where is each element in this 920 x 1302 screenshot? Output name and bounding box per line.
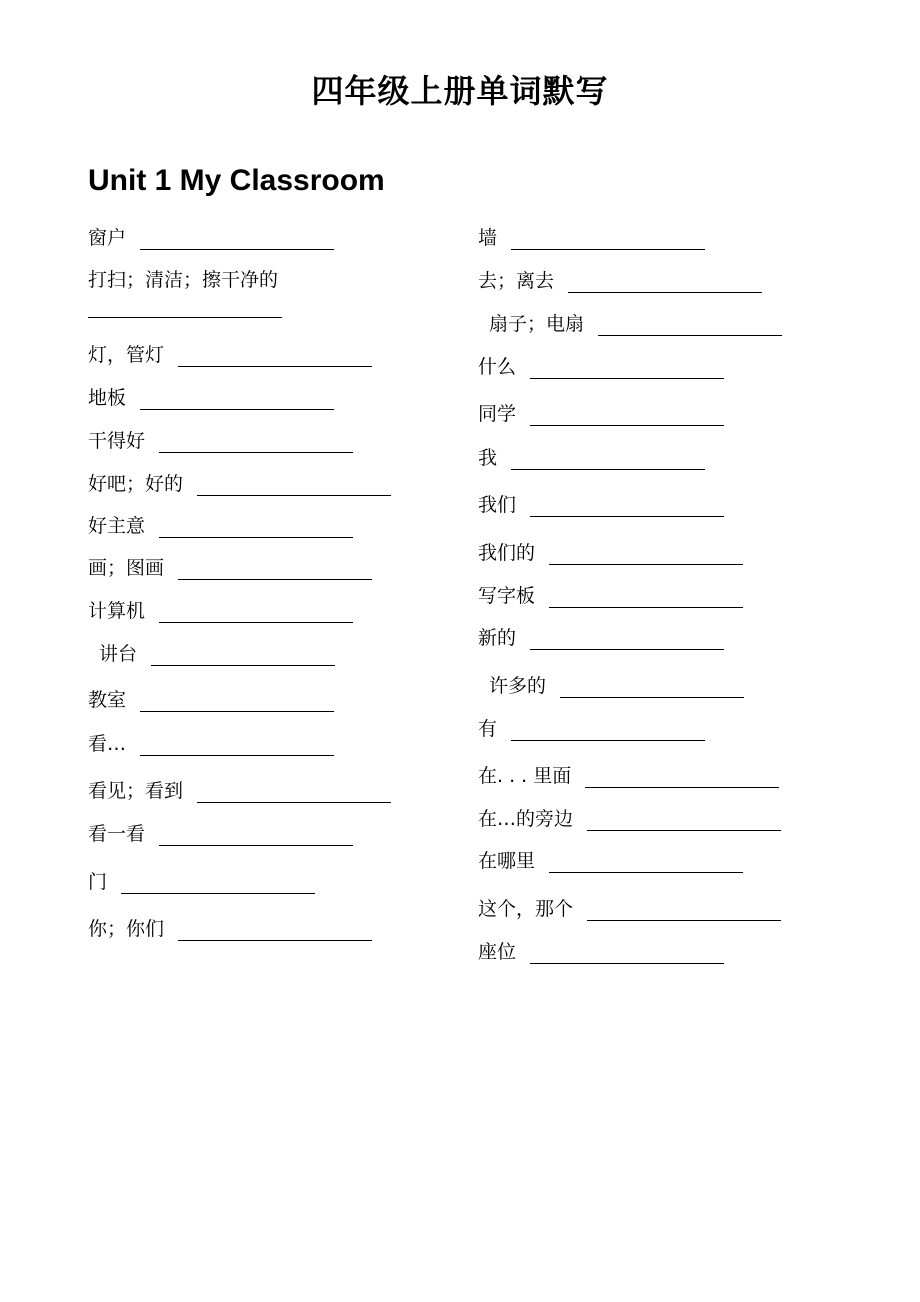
word-prompt: 有: [478, 718, 498, 740]
answer-blank[interactable]: [530, 498, 724, 517]
word-prompt: 好吧；好的: [88, 473, 184, 495]
answer-blank[interactable]: [530, 631, 724, 650]
page-title: 四年级上册单词默写: [311, 72, 609, 110]
word-item: [88, 732, 334, 756]
word-item: [88, 429, 353, 453]
answer-blank[interactable]: [549, 546, 743, 565]
answer-blank[interactable]: [598, 317, 782, 336]
word-prompt: 这个，那个: [478, 898, 574, 920]
word-prompt: 我们的: [478, 542, 536, 564]
word-prompt: 写字板: [478, 585, 536, 607]
word-item: [478, 402, 724, 426]
word-item: [88, 514, 353, 538]
answer-blank[interactable]: [178, 922, 372, 941]
word-prompt: 打扫；清洁；擦干净的: [88, 269, 279, 291]
word-item: [478, 717, 705, 741]
word-prompt: 许多的: [489, 675, 547, 697]
word-prompt: 新的: [478, 627, 517, 649]
word-item: [478, 807, 781, 831]
word-prompt: 看一看: [88, 823, 146, 845]
word-prompt: 讲台: [99, 643, 138, 665]
answer-blank[interactable]: [587, 812, 781, 831]
word-prompt: 干得好: [88, 430, 146, 452]
word-prompt: 门: [88, 871, 108, 893]
word-item: [489, 674, 744, 698]
word-item: [88, 343, 372, 367]
answer-blank[interactable]: [511, 231, 705, 250]
answer-blank[interactable]: [549, 589, 743, 608]
word-item: [88, 779, 391, 803]
answer-blank[interactable]: [159, 519, 353, 538]
answer-blank[interactable]: [159, 827, 353, 846]
answer-blank[interactable]: [530, 407, 724, 426]
word-item: [88, 599, 353, 623]
answer-blank[interactable]: [88, 317, 282, 318]
answer-blank[interactable]: [587, 902, 781, 921]
word-prompt: 什么: [478, 356, 517, 378]
word-item: [478, 541, 743, 565]
word-prompt: 地板: [88, 387, 127, 409]
answer-blank[interactable]: [121, 875, 315, 894]
word-prompt: 在. . . 里面: [478, 765, 572, 787]
answer-blank[interactable]: [511, 451, 705, 470]
word-prompt: 计算机: [88, 600, 146, 622]
word-prompt: 灯，管灯: [88, 344, 165, 366]
answer-blank[interactable]: [159, 434, 353, 453]
answer-blank[interactable]: [151, 647, 335, 666]
word-prompt: 在哪里: [478, 850, 536, 872]
word-item: [478, 764, 779, 788]
word-item: [478, 584, 743, 608]
word-item: [88, 386, 334, 410]
word-prompt: 我们: [478, 494, 517, 516]
word-prompt: 看…: [88, 733, 127, 755]
answer-blank[interactable]: [197, 784, 391, 803]
word-prompt: 扇子；电扇: [489, 313, 585, 335]
word-item: [88, 688, 334, 712]
word-item: [489, 312, 782, 336]
answer-blank[interactable]: [549, 854, 743, 873]
word-prompt: 你；你们: [88, 918, 165, 940]
answer-blank[interactable]: [140, 737, 334, 756]
answer-blank[interactable]: [140, 693, 334, 712]
answer-blank[interactable]: [140, 391, 334, 410]
word-item: [478, 897, 781, 921]
word-prompt: 座位: [478, 941, 517, 963]
answer-blank[interactable]: [568, 274, 762, 293]
answer-blank[interactable]: [159, 604, 353, 623]
word-prompt: 画；图画: [88, 557, 165, 579]
unit-heading: Unit 1 My Classroom: [88, 164, 385, 197]
word-prompt: 墙: [478, 227, 498, 249]
word-prompt: 我: [478, 447, 498, 469]
word-item: [88, 556, 372, 580]
answer-blank[interactable]: [585, 769, 779, 788]
word-item: [478, 355, 724, 379]
word-prompt: 教室: [88, 689, 127, 711]
word-item: [88, 268, 278, 292]
answer-blank[interactable]: [178, 561, 372, 580]
answer-blank[interactable]: [178, 348, 372, 367]
word-item: [478, 493, 724, 517]
word-prompt: 去；离去: [478, 270, 555, 292]
answer-blank[interactable]: [560, 679, 744, 698]
word-item: [88, 822, 353, 846]
word-item: [478, 849, 743, 873]
word-prompt: 好主意: [88, 515, 146, 537]
word-item: [88, 472, 391, 496]
word-item: [478, 446, 705, 470]
answer-blank[interactable]: [511, 722, 705, 741]
answer-blank[interactable]: [530, 360, 724, 379]
word-item: [478, 626, 724, 650]
word-item: [88, 917, 372, 941]
word-item: [478, 226, 705, 250]
word-item: [88, 226, 334, 250]
word-prompt: 看见；看到: [88, 780, 184, 802]
answer-blank[interactable]: [530, 945, 724, 964]
word-item: [88, 870, 315, 894]
word-item: [478, 940, 724, 964]
answer-blank[interactable]: [197, 477, 391, 496]
word-prompt: 同学: [478, 403, 517, 425]
answer-blank[interactable]: [140, 231, 334, 250]
word-prompt: 窗户: [88, 227, 127, 249]
word-prompt: 在…的旁边: [478, 808, 574, 830]
word-item: [478, 269, 762, 293]
word-item: [99, 642, 335, 666]
